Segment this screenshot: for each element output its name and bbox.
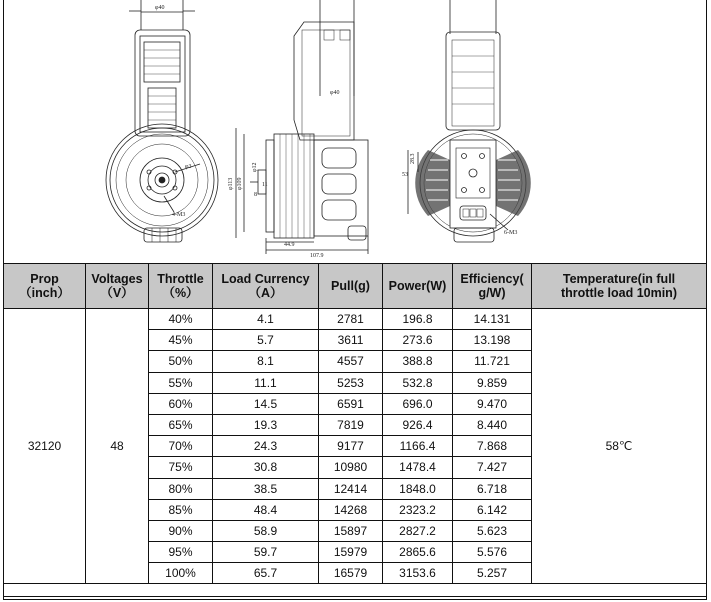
- table-cell: 24.3: [213, 436, 319, 457]
- dim-8: 8: [254, 192, 257, 198]
- column-header-3: [213, 264, 319, 309]
- table-cell: 55%: [149, 372, 213, 393]
- table-cell: 19.3: [213, 414, 319, 435]
- table-cell: 70%: [149, 436, 213, 457]
- column-header-text: g/W): [478, 286, 506, 300]
- table-cell: 6.718: [453, 478, 532, 499]
- column-header-text: （%）: [162, 286, 199, 300]
- column-header-text: Prop: [30, 272, 59, 286]
- table-cell: 14.5: [213, 393, 319, 414]
- table-cell: 50%: [149, 351, 213, 372]
- table-cell: 15979: [319, 542, 383, 563]
- dim-r3: φ3: [185, 164, 192, 170]
- table-body: [4, 309, 707, 584]
- dim-d12: φ12: [252, 162, 258, 172]
- column-header-text: Power(W): [388, 279, 447, 293]
- dim-d113: φ113: [228, 177, 234, 190]
- table-cell: 65.7: [213, 563, 319, 584]
- table-cell: 6.142: [453, 499, 532, 520]
- table-cell: 9177: [319, 436, 383, 457]
- column-header-text: throttle load 10min): [561, 286, 677, 300]
- table-cell: 7819: [319, 414, 383, 435]
- table-cell: 5.7: [213, 330, 319, 351]
- table-cell: 3611: [319, 330, 383, 351]
- dim-53: 53: [402, 172, 408, 178]
- column-header-text: （A）: [248, 286, 283, 300]
- table-cell: 65%: [149, 414, 213, 435]
- table-row: [4, 309, 707, 330]
- table-cell: 95%: [149, 542, 213, 563]
- voltage-cell: 48: [86, 309, 149, 584]
- table-cell: 13.198: [453, 330, 532, 351]
- table-cell: 2323.2: [383, 499, 453, 520]
- dim-d109: φ109: [237, 177, 243, 190]
- table-cell: 60%: [149, 393, 213, 414]
- table-cell: 6591: [319, 393, 383, 414]
- table-header-row: [4, 264, 707, 309]
- table-cell: 38.5: [213, 478, 319, 499]
- temperature-cell: 58℃: [532, 309, 707, 584]
- table-cell: 196.8: [383, 309, 453, 330]
- column-header-text: Load Currency: [221, 272, 310, 286]
- table-cell: 8.1: [213, 351, 319, 372]
- table-cell: 2865.6: [383, 542, 453, 563]
- column-header-0: [4, 264, 86, 309]
- table-cell: 1478.4: [383, 457, 453, 478]
- column-header-text: Throttle: [157, 272, 204, 286]
- table-cell: 12414: [319, 478, 383, 499]
- bottom-border: [3, 596, 707, 597]
- table-cell: 1848.0: [383, 478, 453, 499]
- table-cell: 85%: [149, 499, 213, 520]
- table-cell: 9.470: [453, 393, 532, 414]
- column-header-7: [532, 264, 707, 309]
- table-cell: 75%: [149, 457, 213, 478]
- prop-cell: 32120: [4, 309, 86, 584]
- table-cell: 2781: [319, 309, 383, 330]
- table-cell: 11.1: [213, 372, 319, 393]
- table-cell: 273.6: [383, 330, 453, 351]
- table-cell: 11.721: [453, 351, 532, 372]
- table-cell: 5.257: [453, 563, 532, 584]
- table-cell: 5.576: [453, 542, 532, 563]
- column-header-text: Pull(g): [331, 279, 370, 293]
- table-cell: 3153.6: [383, 563, 453, 584]
- table-cell: 16579: [319, 563, 383, 584]
- spec-sheet: [3, 0, 707, 600]
- table-cell: 58.9: [213, 520, 319, 541]
- table-cell: 388.8: [383, 351, 453, 372]
- dim-d40-top: φ40: [155, 5, 165, 11]
- table-cell: 10980: [319, 457, 383, 478]
- table-cell: 80%: [149, 478, 213, 499]
- column-header-text: Temperature(in full: [562, 272, 676, 286]
- column-header-6: [453, 264, 532, 309]
- column-header-4: [319, 264, 383, 309]
- dim-m3-left: 4-M3: [172, 212, 186, 218]
- table-cell: 7.427: [453, 457, 532, 478]
- table-cell: 9.859: [453, 372, 532, 393]
- motor-technical-drawing: [4, 0, 706, 263]
- column-header-text: （V）: [100, 286, 134, 300]
- table-cell: 532.8: [383, 372, 453, 393]
- dim-28-3: 28.3: [410, 153, 416, 164]
- column-header-5: [383, 264, 453, 309]
- table-cell: 100%: [149, 563, 213, 584]
- table-cell: 14.131: [453, 309, 532, 330]
- table-cell: 15897: [319, 520, 383, 541]
- table-cell: 4.1: [213, 309, 319, 330]
- table-cell: 8.440: [453, 414, 532, 435]
- table-cell: 59.7: [213, 542, 319, 563]
- dim-11: 11: [262, 182, 268, 188]
- dim-44-9: 44.9: [284, 242, 295, 248]
- table-cell: 48.4: [213, 499, 319, 520]
- dim-107-9: 107.9: [310, 253, 324, 259]
- table-cell: 5253: [319, 372, 383, 393]
- table-cell: 7.868: [453, 436, 532, 457]
- table-cell: 2827.2: [383, 520, 453, 541]
- front-view: [106, 0, 218, 242]
- table-cell: 926.4: [383, 414, 453, 435]
- dim-m3-right: 6-M3: [504, 230, 518, 236]
- table-cell: 40%: [149, 309, 213, 330]
- table-cell: 14268: [319, 499, 383, 520]
- table-cell: 90%: [149, 520, 213, 541]
- table-cell: 30.8: [213, 457, 319, 478]
- table-cell: 5.623: [453, 520, 532, 541]
- column-header-1: [86, 264, 149, 309]
- column-header-text: Efficiency(: [460, 272, 524, 286]
- dim-d40-mid: φ40: [330, 90, 340, 96]
- performance-table: [3, 263, 707, 584]
- bottom-view: [402, 0, 531, 242]
- table-cell: 1166.4: [383, 436, 453, 457]
- column-header-2: [149, 264, 213, 309]
- table-cell: 45%: [149, 330, 213, 351]
- column-header-text: Voltages: [91, 272, 143, 286]
- table-cell: 4557: [319, 351, 383, 372]
- table-cell: 696.0: [383, 393, 453, 414]
- column-header-text: （inch）: [19, 286, 70, 300]
- side-view: [228, 0, 368, 259]
